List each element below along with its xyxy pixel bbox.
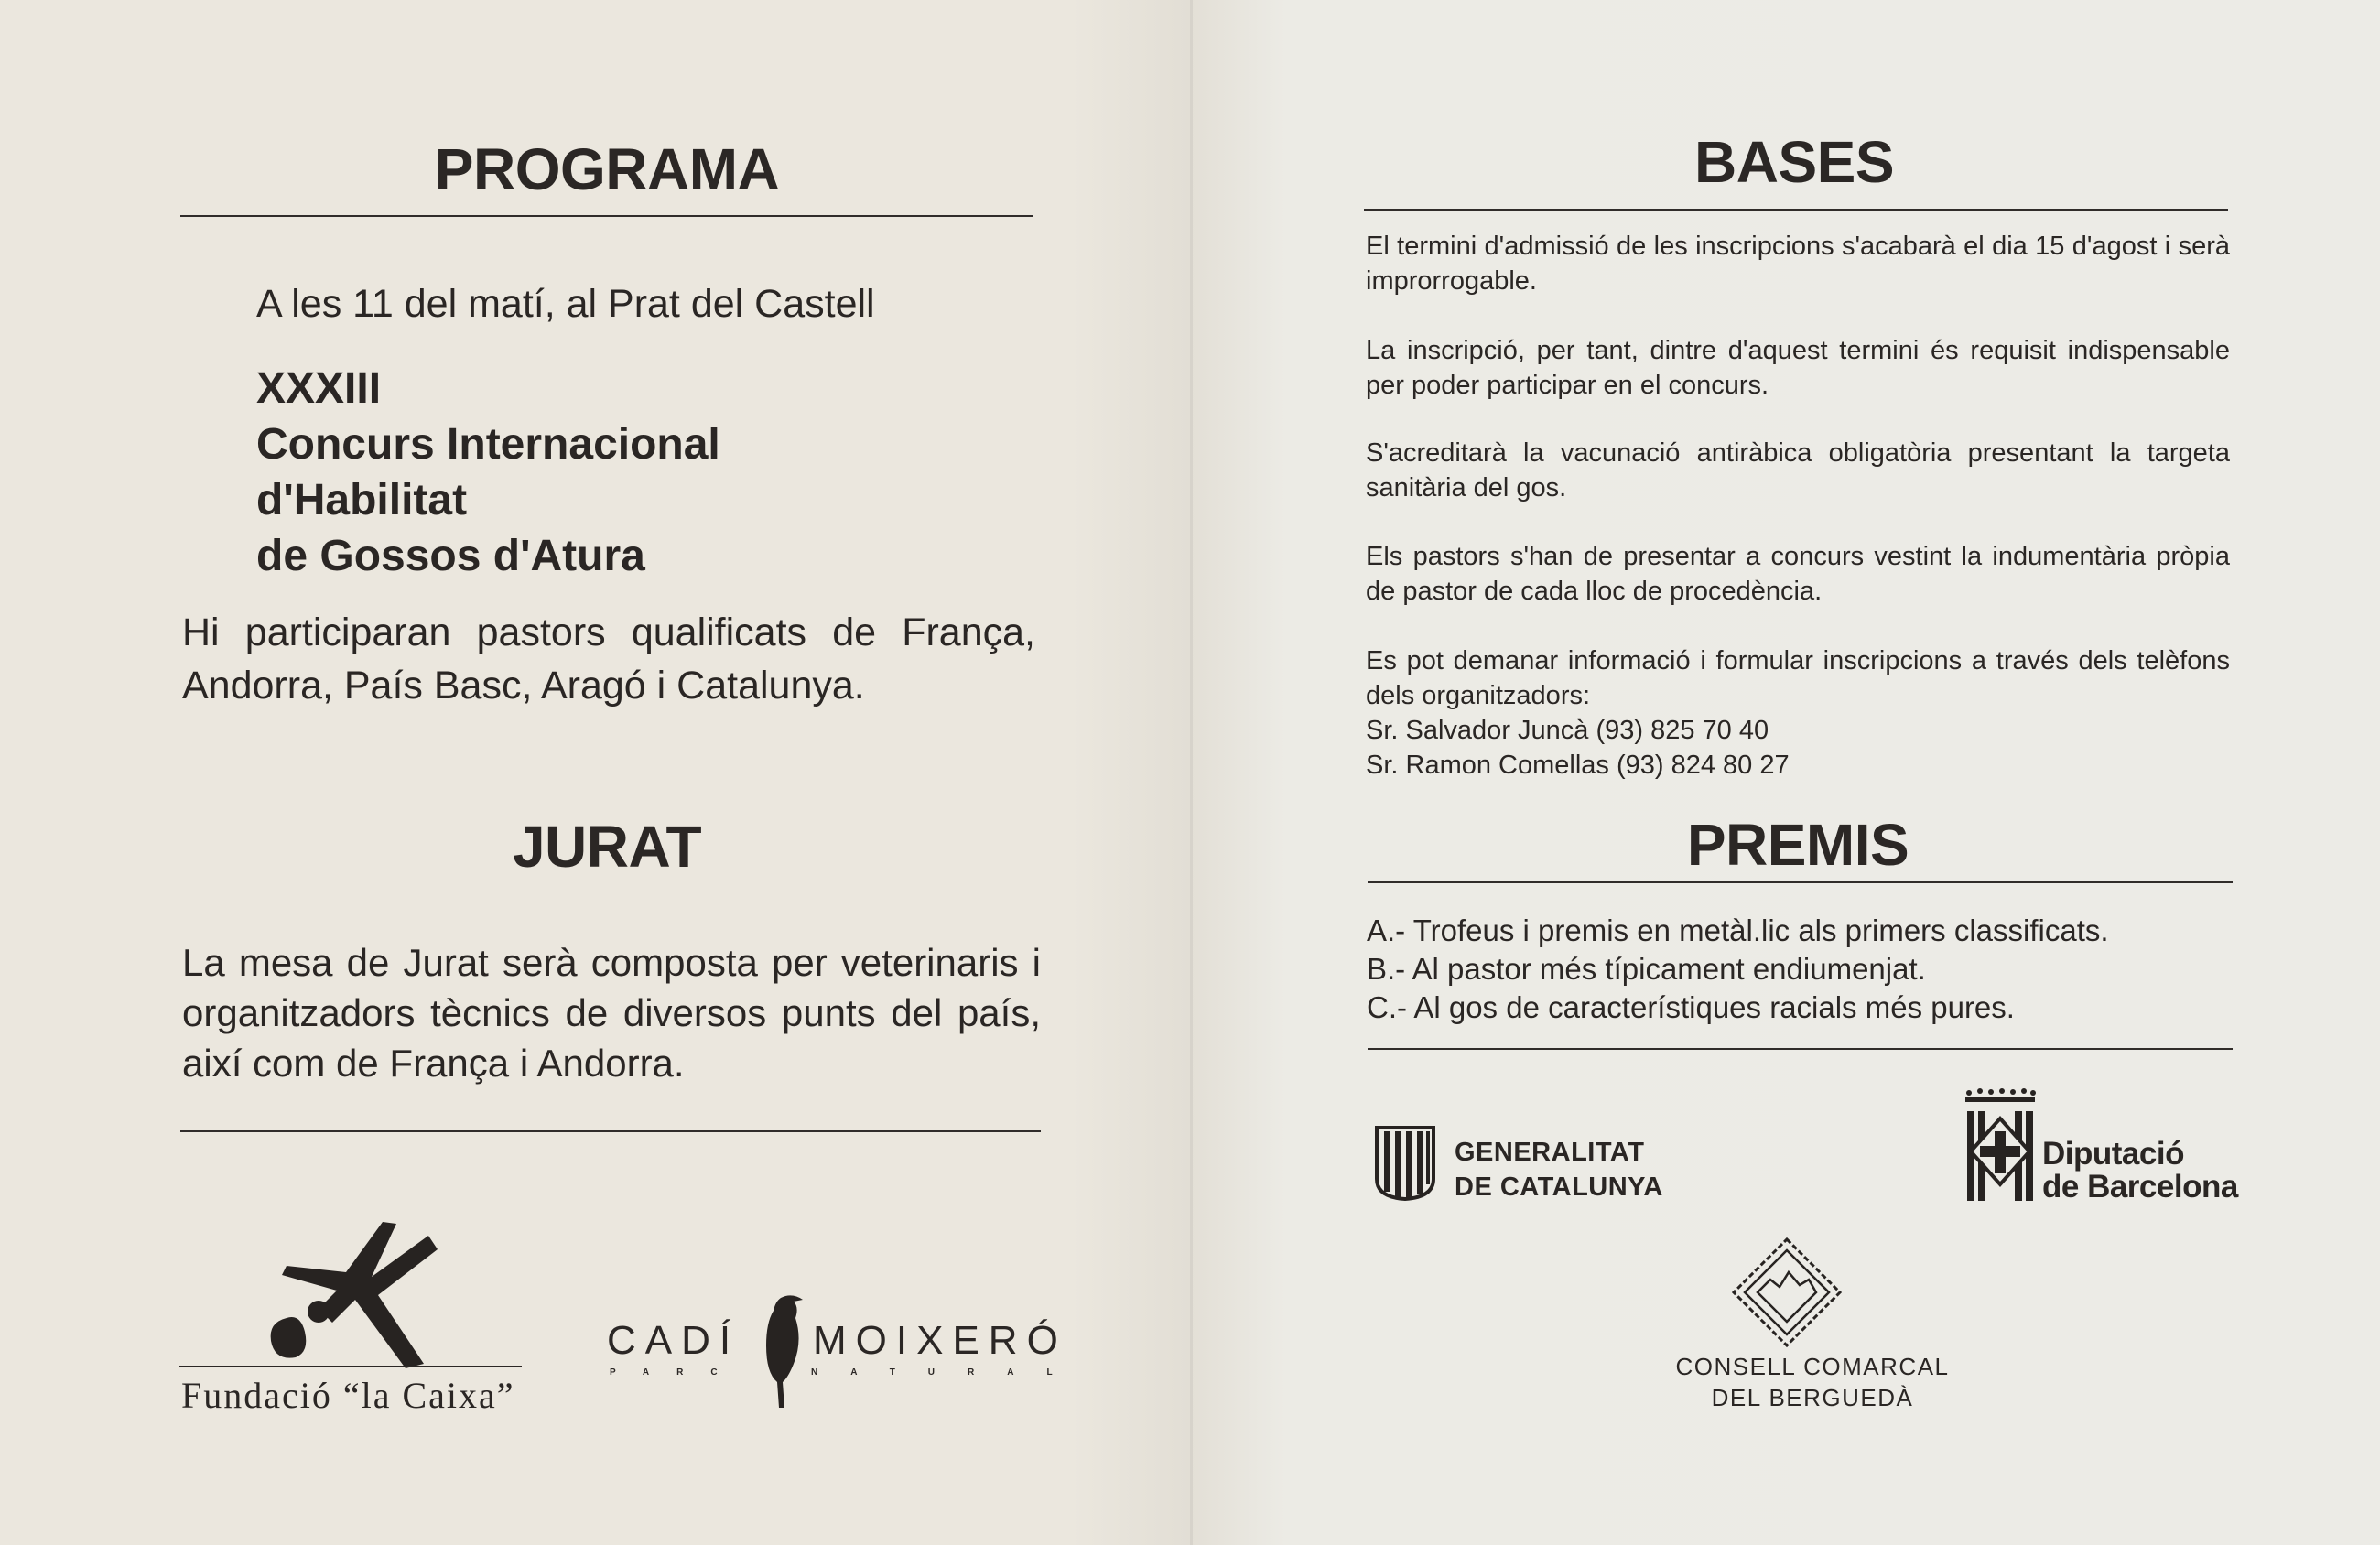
bases-divider [1364, 209, 2228, 211]
event-title [256, 361, 720, 584]
caixa-star-icon [264, 1222, 447, 1368]
diputacio-logo [1964, 1087, 2238, 1206]
diputacio-name: Diputació de Barcelona [2042, 1136, 2238, 1205]
barcelona-crest-icon [1964, 1087, 2037, 1205]
consell-comarcal-logo [1629, 1236, 1996, 1419]
page-fold [1190, 0, 1193, 1545]
contact-section [1366, 643, 2230, 783]
jurat-heading: JURAT [512, 814, 702, 880]
contact-line: Sr. Salvador Juncà (93) 825 70 40 [1366, 716, 1769, 745]
bases-paragraph: S'acreditarà la vacunació antiràbica obligatòria presentant la targeta sanitària del gos. [1366, 438, 2230, 502]
left-bottom-divider [180, 1130, 1041, 1132]
bases-heading: BASES [1694, 129, 1894, 195]
programa-heading: PROGRAMA [434, 136, 780, 202]
natural-word: NATURAL [811, 1367, 1086, 1378]
jurat-text: La mesa de Jurat serà composta per veterinaris i organitzadors tècnics de diversos punts del país, així com de França i Andorra. [182, 941, 1041, 1085]
generalitat-logo [1373, 1124, 1739, 1206]
caixa-name: Fundació “la Caixa” [181, 1375, 515, 1416]
prize-item: B.- Al pastor més típicament endiumenjat. [1367, 952, 1926, 986]
consell-name: CONSELL COMARCAL DEL BERGUEDÀ [1675, 1353, 1950, 1411]
event-title-line: Concurs Internacional [256, 420, 720, 469]
participants-text: Hi participaran pastors qualificats de França, Andorra, País Basc, Aragó i Catalunya. [182, 610, 1035, 708]
prize-item: A.- Trofeus i premis en metàl.lic als primers classificats. [1367, 913, 2109, 947]
bird-icon [746, 1291, 810, 1410]
parc-word: PARC [610, 1367, 745, 1378]
generalitat-name: GENERALITAT DE CATALUNYA [1455, 1138, 1663, 1202]
event-title-line: de Gossos d'Atura [256, 532, 645, 580]
event-title-line: d'Habilitat [256, 476, 468, 524]
caixa-underline [178, 1366, 522, 1367]
premis-divider [1368, 881, 2233, 883]
catalan-flag-icon [1373, 1124, 1437, 1201]
prize-item: C.- Al gos de característiques racials més pures. [1367, 990, 2015, 1024]
cadi-moixero-logo [604, 1291, 1086, 1410]
premis-heading: PREMIS [1686, 812, 1909, 878]
event-title-line: XXXIII [256, 364, 382, 413]
bases-paragraph: El termini d'admissió de les inscripcions s'acabarà el dia 15 d'agost i serà improrrogable. [1366, 232, 2230, 296]
premis-bottom-divider [1368, 1048, 2233, 1050]
bergueda-emblem-icon [1730, 1236, 1844, 1349]
programa-intro: A les 11 del matí, al Prat del Castell [256, 282, 875, 326]
prize-list [1367, 912, 2109, 1027]
bases-paragraph: La inscripció, per tant, dintre d'aquest termini és requisit indispensable per poder participar en el concurs. [1366, 336, 2230, 400]
contact-intro: Es pot demanar informació i formular inscripcions a través dels telèfons dels organitzadors: [1366, 646, 2230, 710]
bases-paragraph: Els pastors s'han de presentar a concurs vestint la indumentària pròpia de pastor de cada lloc de procedència. [1366, 542, 2230, 606]
moixero-word: MOIXERÓ [813, 1318, 1067, 1363]
cadi-word: CADÍ [607, 1318, 741, 1363]
contact-line: Sr. Ramon Comellas (93) 824 80 27 [1366, 751, 1790, 780]
programa-divider [180, 215, 1033, 217]
